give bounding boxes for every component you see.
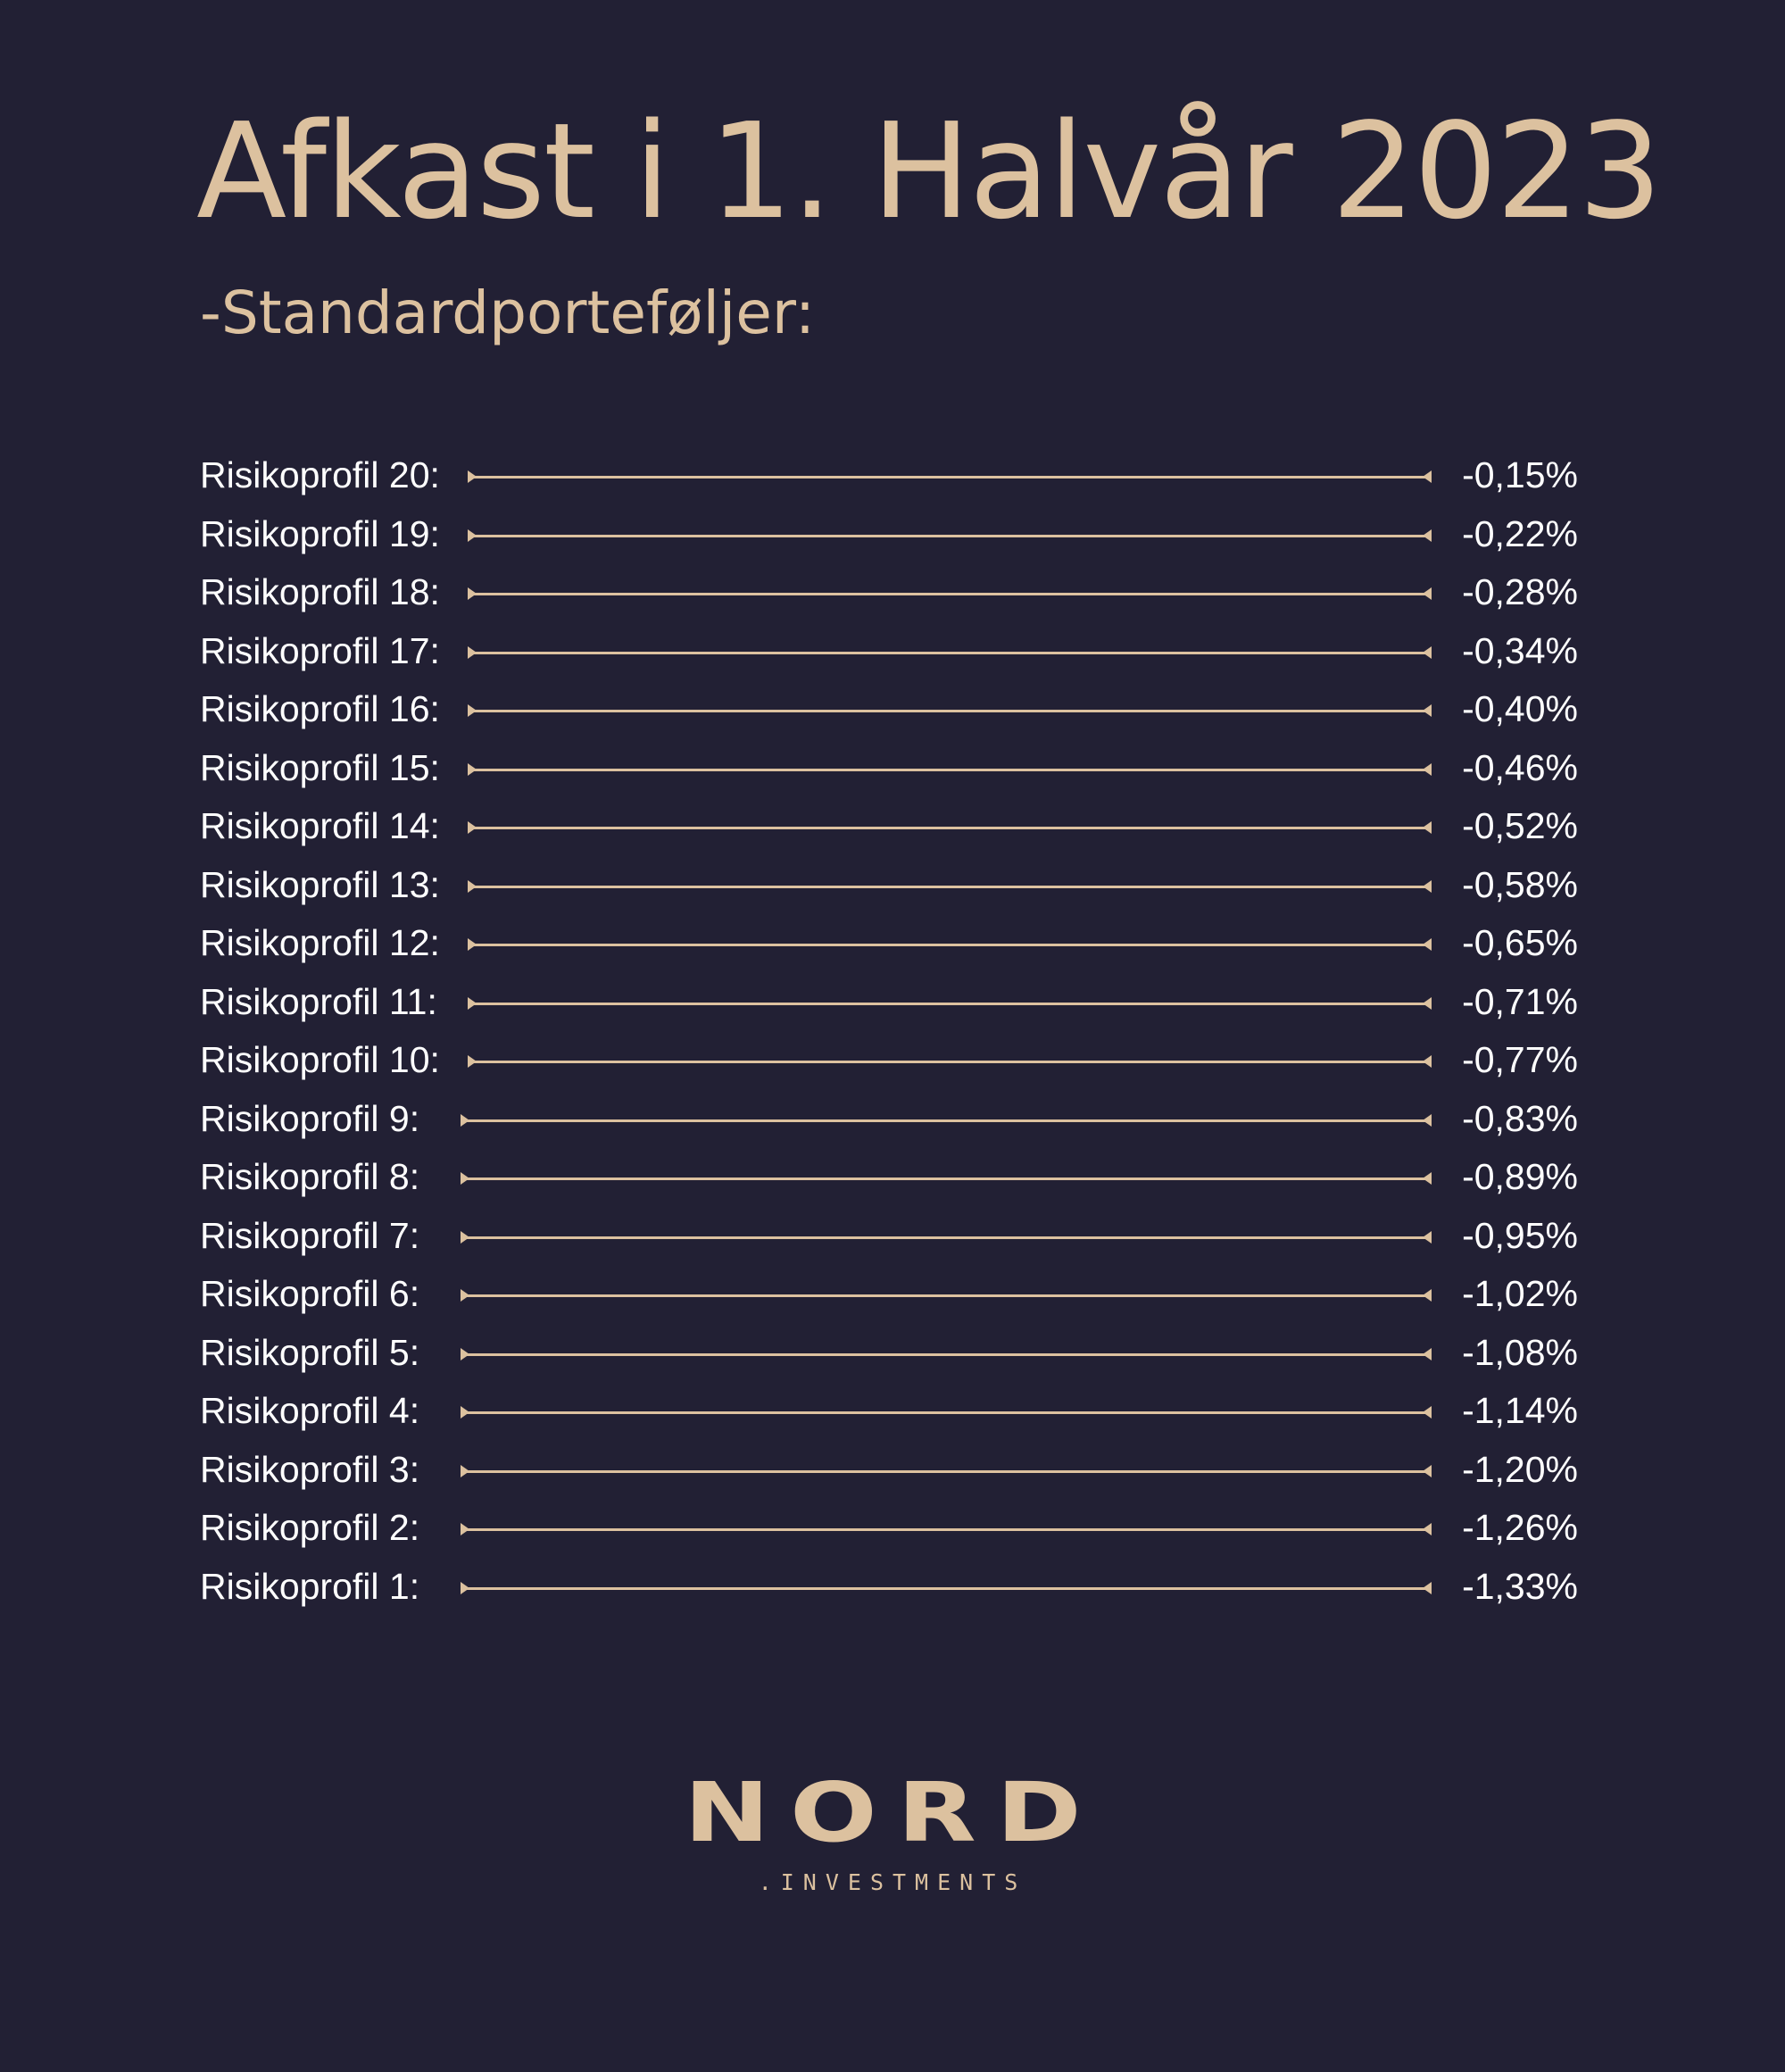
leader-line: [464, 1353, 1428, 1356]
arrow-left-icon: [1423, 1582, 1432, 1594]
profile-return-value: -1,08%: [1462, 1331, 1578, 1373]
profile-label: Risikoprofil 4:: [200, 1390, 420, 1431]
profile-label: Risikoprofil 16:: [200, 688, 440, 729]
profile-label: Risikoprofil 1:: [200, 1565, 420, 1607]
arrow-left-icon: [1423, 1289, 1432, 1302]
profile-label: Risikoprofil 10:: [200, 1039, 440, 1080]
brand-logo-mark: NORD: [683, 1765, 1102, 1860]
profile-row: [0, 1036, 1785, 1095]
arrow-left-icon: [1423, 763, 1432, 776]
arrow-left-icon: [1423, 997, 1432, 1010]
arrow-right-icon: [461, 1523, 469, 1535]
arrow-right-icon: [461, 1406, 469, 1419]
profile-return-value: -0,95%: [1462, 1214, 1578, 1256]
arrow-left-icon: [1423, 1231, 1432, 1244]
profile-return-value: -1,14%: [1462, 1390, 1578, 1431]
arrow-right-icon: [461, 1348, 469, 1361]
profile-row: [0, 1095, 1785, 1154]
profile-return-value: -1,20%: [1462, 1448, 1578, 1490]
brand-logo: [0, 1765, 1785, 1860]
leader-line: [471, 769, 1428, 771]
arrow-right-icon: [468, 704, 477, 717]
arrow-left-icon: [1423, 1055, 1432, 1068]
profile-return-value: -0,34%: [1462, 629, 1578, 671]
arrow-left-icon: [1423, 1523, 1432, 1535]
profile-label: Risikoprofil 2:: [200, 1507, 420, 1548]
profile-row: [0, 978, 1785, 1037]
profile-label: Risikoprofil 14:: [200, 805, 440, 846]
profile-row: [0, 1153, 1785, 1212]
profile-row: [0, 1212, 1785, 1271]
leader-line: [464, 1177, 1428, 1180]
leader-line: [471, 535, 1428, 537]
profile-label: Risikoprofil 11:: [200, 980, 437, 1022]
profile-label: Risikoprofil 9:: [200, 1097, 420, 1139]
leader-line: [464, 1470, 1428, 1473]
profile-row: [0, 1504, 1785, 1563]
profile-row: [0, 1563, 1785, 1622]
leader-line: [471, 944, 1428, 946]
profile-row: [0, 1446, 1785, 1505]
arrow-right-icon: [461, 1289, 469, 1302]
profile-return-value: -0,71%: [1462, 980, 1578, 1022]
profile-row: [0, 1329, 1785, 1388]
leader-line: [471, 827, 1428, 829]
arrow-left-icon: [1423, 1348, 1432, 1361]
arrow-right-icon: [468, 470, 477, 483]
profile-row: [0, 511, 1785, 570]
arrow-right-icon: [468, 646, 477, 659]
profile-return-value: -0,65%: [1462, 922, 1578, 963]
profile-row: [0, 686, 1785, 745]
profile-label: Risikoprofil 18:: [200, 571, 440, 612]
arrow-right-icon: [461, 1114, 469, 1127]
arrow-right-icon: [468, 1055, 477, 1068]
arrow-right-icon: [468, 763, 477, 776]
arrow-left-icon: [1423, 704, 1432, 717]
profile-row: [0, 569, 1785, 628]
profile-label: Risikoprofil 5:: [200, 1331, 420, 1373]
profile-label: Risikoprofil 15:: [200, 746, 440, 788]
leader-line: [464, 1587, 1428, 1590]
arrow-left-icon: [1423, 587, 1432, 600]
arrow-right-icon: [468, 938, 477, 951]
arrow-right-icon: [468, 997, 477, 1010]
profile-label: Risikoprofil 12:: [200, 922, 440, 963]
arrow-left-icon: [1423, 938, 1432, 951]
arrow-right-icon: [468, 587, 477, 600]
leader-line: [471, 886, 1428, 888]
profile-row: [0, 628, 1785, 687]
profile-list: [0, 452, 1785, 1621]
profile-return-value: -0,28%: [1462, 571, 1578, 612]
profile-return-value: -0,15%: [1462, 454, 1578, 495]
profile-label: Risikoprofil 8:: [200, 1156, 420, 1197]
profile-return-value: -0,22%: [1462, 512, 1578, 554]
brand-tagline: .INVESTMENTS: [758, 1869, 1027, 1895]
profile-label: Risikoprofil 7:: [200, 1214, 420, 1256]
arrow-right-icon: [468, 529, 477, 542]
page-subtitle: -Standardporteføljer:: [200, 279, 816, 347]
leader-line: [471, 476, 1428, 478]
arrow-right-icon: [468, 880, 477, 893]
profile-row: [0, 745, 1785, 803]
arrow-right-icon: [461, 1582, 469, 1594]
page-title: Afkast i 1. Halvår 2023: [196, 95, 1661, 248]
arrow-left-icon: [1423, 1465, 1432, 1477]
arrow-left-icon: [1423, 470, 1432, 483]
arrow-right-icon: [461, 1172, 469, 1185]
leader-line: [464, 1528, 1428, 1531]
profile-row: [0, 1270, 1785, 1329]
arrow-right-icon: [461, 1231, 469, 1244]
arrow-left-icon: [1423, 1406, 1432, 1419]
profile-return-value: -0,83%: [1462, 1097, 1578, 1139]
profile-return-value: -1,02%: [1462, 1273, 1578, 1314]
profile-row: [0, 452, 1785, 511]
profile-label: Risikoprofil 6:: [200, 1273, 420, 1314]
arrow-left-icon: [1423, 1114, 1432, 1127]
leader-line: [471, 710, 1428, 712]
profile-return-value: -0,58%: [1462, 863, 1578, 905]
arrow-left-icon: [1423, 880, 1432, 893]
profile-return-value: -0,89%: [1462, 1156, 1578, 1197]
profile-label: Risikoprofil 19:: [200, 512, 440, 554]
leader-line: [471, 593, 1428, 595]
arrow-left-icon: [1423, 1172, 1432, 1185]
leader-line: [471, 1061, 1428, 1063]
profile-label: Risikoprofil 17:: [200, 629, 440, 671]
profile-return-value: -0,77%: [1462, 1039, 1578, 1080]
leader-line: [471, 652, 1428, 654]
profile-label: Risikoprofil 13:: [200, 863, 440, 905]
profile-return-value: -0,40%: [1462, 688, 1578, 729]
arrow-left-icon: [1423, 529, 1432, 542]
leader-line: [464, 1236, 1428, 1239]
leader-line: [471, 1003, 1428, 1005]
profile-label: Risikoprofil 20:: [200, 454, 440, 495]
profile-return-value: -0,52%: [1462, 805, 1578, 846]
arrow-right-icon: [468, 821, 477, 834]
profile-label: Risikoprofil 3:: [200, 1448, 420, 1490]
arrow-right-icon: [461, 1465, 469, 1477]
profile-row: [0, 803, 1785, 861]
profile-return-value: -0,46%: [1462, 746, 1578, 788]
arrow-left-icon: [1423, 646, 1432, 659]
profile-return-value: -1,26%: [1462, 1507, 1578, 1548]
profile-row: [0, 861, 1785, 920]
profile-row: [0, 1387, 1785, 1446]
leader-line: [464, 1294, 1428, 1297]
arrow-left-icon: [1423, 821, 1432, 834]
profile-return-value: -1,33%: [1462, 1565, 1578, 1607]
leader-line: [464, 1411, 1428, 1414]
profile-row: [0, 920, 1785, 978]
leader-line: [464, 1119, 1428, 1122]
